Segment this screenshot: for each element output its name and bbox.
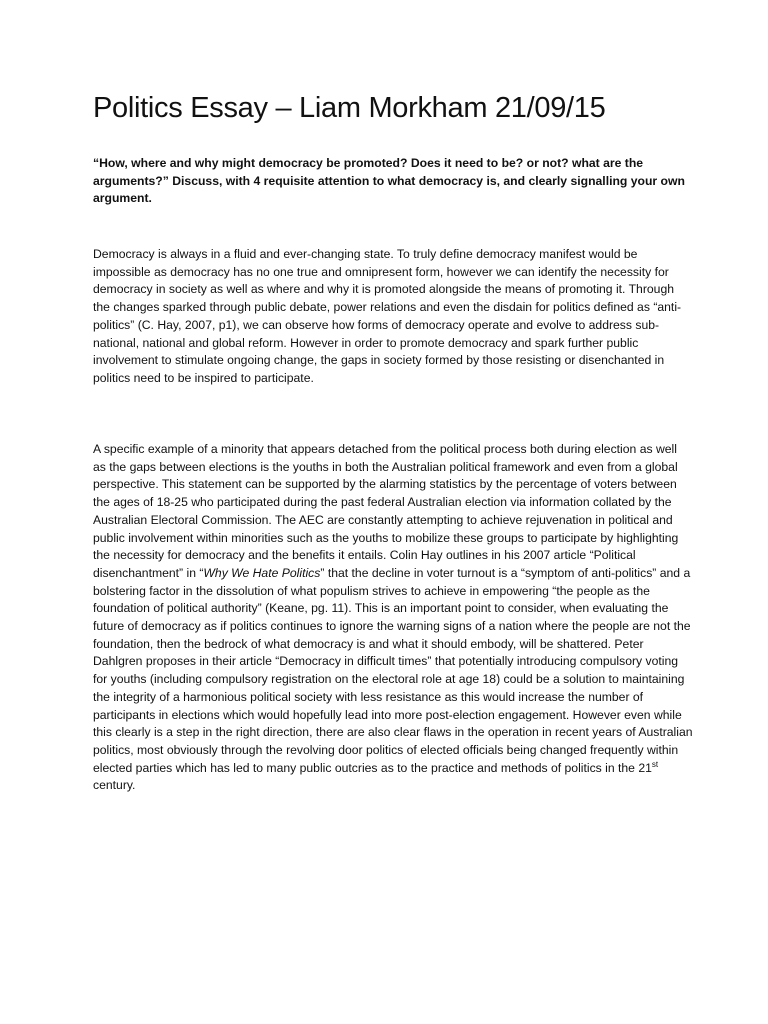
paragraph-2 <box>93 441 693 795</box>
paragraph-2-text-c: century. <box>93 778 136 793</box>
paragraph-2-text-a: A specific example of a minority that appears detached from the political process both during election as well as the gaps between elections is the youths in both the Australian political framework and even from a global perspective. This statement can be supported by the alarming statistics by the percentage of voters between the ages of 18-25 who participated during the past federal Australian election via information collated by the Australian Electoral Commission. The AEC are constantly attempting to achieve rejuvenation in political and public involvement within minorities such as the youths to mobilize these groups to participate by highlighting the necessity for democracy and the benefits it entails. Colin Hay outlines in his 2007 article “Political disenchantment” in “ <box>93 442 679 580</box>
essay-title: Politics Essay – Liam Morkham 21/09/15 <box>93 92 606 124</box>
book-title-italic: Why We Hate Politics <box>203 565 321 580</box>
paragraph-1: Democracy is always in a fluid and ever-changing state. To truly define democracy manifest would be impossible as democracy has no one true and omnipresent form, however we can identify the necessity for democracy in society as well as where and why it is promoted alongside the means of promoting it. Through the changes sparked through public debate, power relations and even the disdain for politics defined as “anti-politics” (C. Hay, 2007, p1), we can observe how forms of democracy operate and evolve to address sub-national, national and global reform. However in order to promote democracy and spark further public involvement to stimulate ongoing change, the gaps in society formed by those resisting or disenchanted in politics need to be inspired to participate. <box>93 247 682 385</box>
ordinal-superscript: st <box>651 759 659 769</box>
paragraph-2-text-b: ” that the decline in voter turnout is a “symptom of anti-politics” and a bolstering factor in the dissolution of what populism strives to achieve in empowering “the people as the foundation of political authority” (Keane, pg. 11). This is an important point to consider, when evaluating the future of democracy as if politics continues to ignore the warning signs of a nation where the people are not the foundation, then the bedrock of what democracy is and what it should embody, will be shattered. Peter Dahlgren proposes in their article “Democracy in difficult times” that potentially introducing compulsory voting for youths (including compulsory registration on the electoral role at age 18) could be a solution to maintaining the integrity of a harmonious political society with less resistance as this would increase the number of participants in elections which would hopefully lead into more post-election engagement. However even while this clearly is a step in the right direction, there are also clear flaws in the operation in recent years of Australian politics, most obviously through the revolving door politics of elected officials being changed frequently within elected parties which has led to many public outcries as to the practice and methods of politics in the 21 <box>93 565 693 775</box>
essay-question: “How, where and why might democracy be promoted? Does it need to be? or not? what are the arguments?” Discuss, with 4 requisite attention to what democracy is, and clearly signalling your own argument. <box>93 156 685 206</box>
